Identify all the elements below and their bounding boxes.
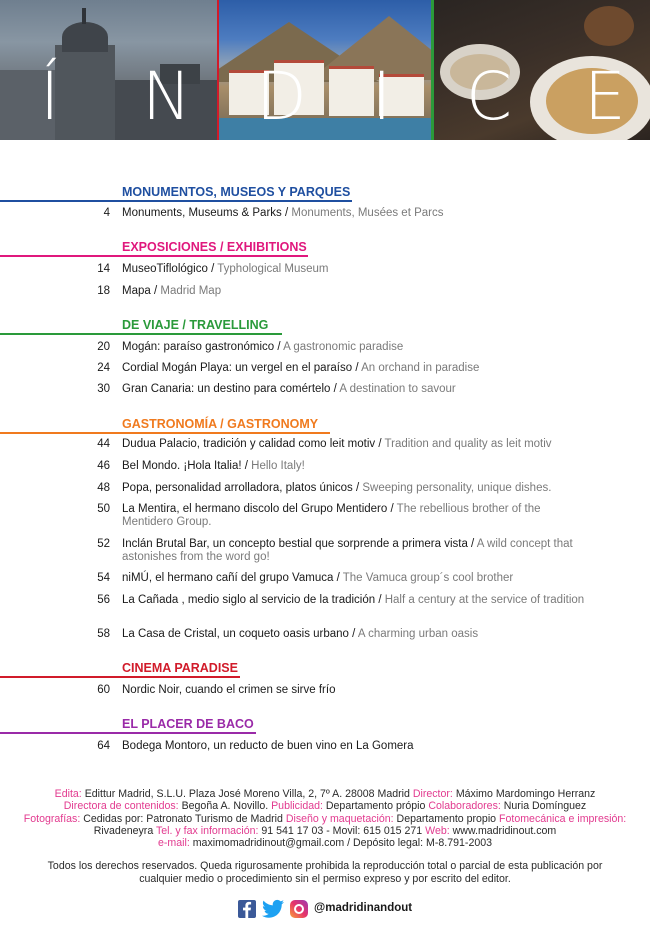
title-letter: C [466, 58, 513, 135]
page-number: 60 [97, 684, 110, 696]
credit-label: Director: [412, 788, 453, 800]
entry-title: niMÚ, el hermano cañí del grupo Vamuca [122, 572, 334, 584]
credit-value: Edittur Madrid, S.L.U. Plaza José Moreno Villa, 2, 7º A. 28008 Madrid [84, 788, 410, 800]
page-number: 20 [97, 341, 110, 353]
entry-title: Gran Canaria: un destino para comértelo [122, 383, 331, 395]
page-number: 4 [103, 207, 110, 219]
entry-title: Inclán Brutal Bar, un concepto bestial que sorprende a primera vista [122, 538, 468, 550]
page-number: 58 [97, 628, 110, 640]
social-bar [0, 898, 650, 920]
entry-translation: An orchand in paradise [361, 362, 480, 374]
entry-title: Mogán: paraíso gastronómico [122, 341, 275, 353]
entry-translation: Hello Italy! [251, 460, 305, 472]
credit-label: Edita: [54, 788, 82, 800]
section-rule [0, 432, 330, 434]
entry-translation: Madrid Map [160, 285, 222, 297]
page-number: 56 [97, 594, 110, 606]
credit-value: Rivadeneyra [93, 824, 154, 837]
entry-title: La Cañada , medio siglo al servicio de la tradición [122, 594, 376, 606]
section-heading: DE VIAJE / TRAVELLING [122, 318, 269, 332]
credit-value: Begoña A. Novillo. [181, 800, 269, 813]
page-number: 52 [97, 538, 110, 550]
entry-title: La Mentira, el hermano discolo del Grupo Mentidero [122, 503, 388, 515]
section-heading: EXPOSICIONES / EXHIBITIONS [122, 240, 307, 254]
credit-value: Departamento propio [396, 812, 497, 825]
credit-value: Cedidas por: Patronato Turismo de Madrid [83, 812, 283, 825]
entry-title: Monuments, Museums & Parks [122, 207, 282, 219]
entry-title: MuseoTiflológico [122, 263, 208, 275]
section-rule [0, 255, 308, 257]
credit-value: 91 541 17 03 - Movil: 615 015 271 [261, 824, 423, 837]
entry-title: Bodega Montoro, un reducto de buen vino en La Gomera [122, 740, 414, 752]
entry-translation: A destination to savour [339, 383, 456, 395]
facebook-icon[interactable] [238, 900, 256, 918]
section-heading: EL PLACER DE BACO [122, 717, 254, 731]
credit-label: Publicidad: [271, 800, 323, 813]
twitter-icon[interactable] [262, 899, 284, 919]
page-number: 14 [97, 263, 110, 275]
credit-label: Fotomecánica e impresión: [499, 812, 627, 825]
credit-label: e-mail: [157, 837, 190, 850]
entry-translation: Half a century at the service of tradition [384, 594, 585, 606]
credit-value: Departamento própio [325, 800, 426, 813]
page-number: 64 [97, 740, 110, 752]
page-number: 24 [97, 362, 110, 374]
title-letter: Í [40, 58, 60, 135]
website-link[interactable]: www.madridinout.com [452, 824, 557, 837]
section-heading: GASTRONOMÍA / GASTRONOMY [122, 417, 319, 431]
entry-translation: A charming urban oasis [357, 628, 479, 640]
instagram-icon[interactable] [290, 900, 308, 918]
section-rule [0, 676, 240, 678]
title-letter: E [584, 58, 626, 135]
entry-title: Mapa [122, 285, 151, 297]
page-number: 18 [97, 285, 110, 297]
entry-translation: The Vamuca group´s cool brother [342, 572, 514, 584]
page-number: 46 [97, 460, 110, 472]
entry-title: Cordial Mogán Playa: un vergel en el paraíso [122, 362, 353, 374]
entry-translation: Monuments, Musées et Parcs [291, 207, 444, 219]
credit-label: Web: [425, 824, 450, 837]
credit-value: Máximo Mardomingo Herranz [455, 788, 596, 800]
rights-notice: Todos los derechos reservados. Queda rigurosamente prohibida la reproducción total o parcial de esta publicación por cualquier medio o procedimiento sin el permiso expreso y por escrito del editor. [47, 860, 603, 885]
entry-translation: The rebellious brother of the Mentidero Group. [122, 503, 541, 528]
credit-label: Diseño y maquetación: [285, 812, 394, 825]
credit-value: Nuria Domínguez [503, 800, 587, 813]
entry-translation: A gastronomic paradise [283, 341, 404, 353]
entry-title: La Casa de Cristal, un coqueto oasis urbano [122, 628, 349, 640]
credit-label: Fotografías: [23, 812, 81, 825]
page-number: 44 [97, 438, 110, 450]
title-letter: I [372, 58, 392, 135]
entry-translation: Sweeping personality, unique dishes. [362, 482, 552, 494]
credit-label: Tel. y fax información: [155, 824, 259, 837]
section-heading: CINEMA PARADISE [122, 661, 238, 675]
social-handle[interactable]: @madridinandout [314, 902, 413, 914]
credits [20, 788, 630, 849]
page-number: 50 [97, 503, 110, 515]
section-rule [0, 732, 256, 734]
email-link[interactable]: maximomadridinout@gmail.com / Depósito legal: M-8.791-2003 [192, 837, 493, 850]
page-number: 54 [97, 572, 110, 584]
credit-label: Colaboradores: [428, 800, 501, 813]
page-number: 48 [97, 482, 110, 494]
section-rule [0, 333, 282, 335]
entry-title: Bel Mondo. ¡Hola Italia! [122, 460, 242, 472]
page-title [0, 58, 650, 138]
header-collage [0, 0, 650, 140]
title-letter: D [256, 58, 307, 135]
page-number: 30 [97, 383, 110, 395]
section-heading: MONUMENTOS, MUSEOS Y PARQUES [122, 185, 351, 199]
entry-translation: A wild concept that astonishes from the word go! [122, 538, 573, 563]
entry-translation: Typhological Museum [217, 263, 329, 275]
entry-translation: Tradition and quality as leit motiv [384, 438, 552, 450]
entry-title: Dudua Palacio, tradición y calidad como leit motiv [122, 438, 376, 450]
section-rule [0, 200, 352, 202]
entry-title: Popa, personalidad arrolladora, platos únicos [122, 482, 353, 494]
title-letter: N [142, 58, 192, 135]
credit-label: Directora de contenidos: [63, 800, 179, 813]
entry-title: Nordic Noir, cuando el crimen se sirve frío [122, 684, 336, 696]
